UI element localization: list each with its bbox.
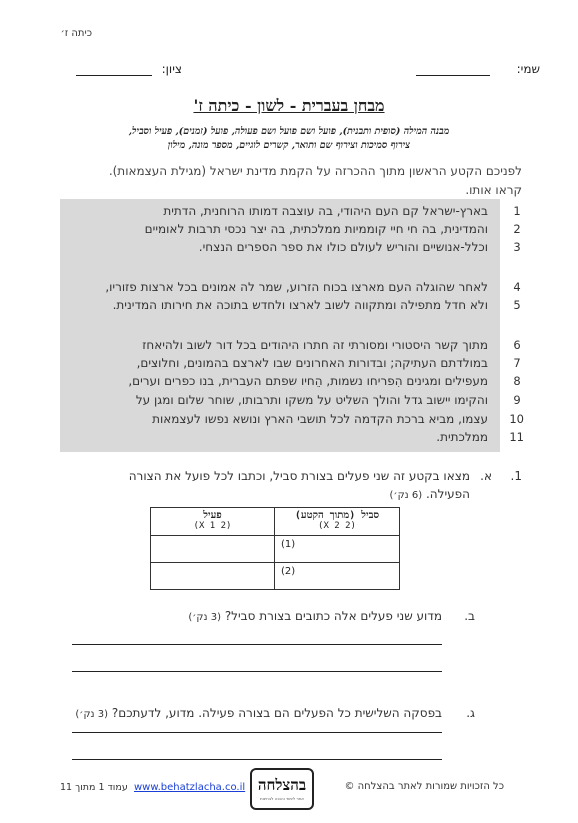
name-label: שמי:	[516, 62, 540, 76]
question-number: 1.	[510, 469, 522, 483]
site-link[interactable]: www.behatzlacha.co.il	[134, 782, 246, 793]
intro-instruction: קראו אותו.	[465, 183, 522, 197]
grade-label: ציון:	[161, 62, 182, 76]
question-a-text: מצאו בקטע זה שני פעלים בצורת סביל, וכתבו לכל פועל את הצורה	[128, 469, 470, 483]
line-number: 10	[509, 412, 524, 426]
passage-line: והמדינית, בה חי חיי קוממיות ממלכתית, בה יצר נכסי תרבות לאומיים	[144, 222, 488, 236]
question-b-text: מדוע שני פעלים אלה כתובים בצורת סביל? (3 נק׳)	[188, 609, 442, 623]
answer-cell-active-2[interactable]	[151, 563, 275, 590]
line-number: 2	[513, 222, 521, 236]
passage-line: מעפילים ומגינים הִפריחו נשמות, הֵחיו שפתם העברית, בנו כפרים וערים,	[128, 374, 488, 388]
passage-line: במולדתם העתיקה; ובדורות האחרונים שבו לארצם בהמונים, וחלוצים,	[136, 356, 488, 370]
sub-question-letter: ב.	[464, 609, 475, 623]
copyright-notice: כל הזכויות שמורות לאתר בהצלחה ©	[344, 781, 504, 792]
line-number: 9	[513, 393, 521, 407]
line-number: 7	[513, 356, 521, 370]
line-number: 8	[513, 374, 521, 388]
name-field-line[interactable]	[416, 75, 490, 76]
table-header-passive: סביל (מתוך הקטע) (2 X 2)	[275, 508, 400, 536]
sub-question-letter: ג.	[466, 706, 475, 720]
answer-cell-active-1[interactable]	[151, 536, 275, 563]
page-number: עמוד 1 מתוך 11	[60, 782, 128, 793]
question-c-text: בפסקה השלישית כל הפעלים הם בצורה פעילה. מדוע, לדעתכם? (3 נק׳)	[75, 706, 442, 720]
page-title: מבחן בעברית - לשון - כיתה ז'	[193, 96, 385, 115]
question-a-text-cont: הפעילה. (6 נק׳)	[389, 487, 470, 501]
passage-line: עצמו, מביא ברכת הקדמה לכל תושבי הארץ ונושא נפשו לעצמאות	[152, 412, 488, 426]
answer-line[interactable]	[72, 644, 442, 645]
passage-line: ולא חדל מתפילה ומתקווה לשוב לארצו ולחדש בתוכה את חירותו המדינית.	[112, 298, 488, 312]
answer-table	[150, 507, 400, 590]
class-label: כיתה ז׳	[60, 28, 92, 39]
site-logo: בהצלחה אתר לימוד והכנה לבחינות	[250, 768, 314, 810]
passage-line: והקימו יישוב גדל והולך השליט על משקו ותרבותו, שוחר שלום ומגן על	[135, 393, 488, 407]
question-b-points: (3 נק׳)	[188, 612, 221, 623]
line-number: 5	[513, 298, 521, 312]
line-number: 6	[513, 338, 521, 352]
answer-cell-passive-1[interactable]: (1)	[275, 536, 400, 563]
answer-line[interactable]	[72, 671, 442, 672]
grade-field-line[interactable]	[76, 75, 152, 76]
passage-line: לאחר שהוגלה העם מארצו בכוח הזרוע, שמר לה אמונים בכל ארצות פזוריו,	[105, 280, 488, 294]
question-c-points: (3 נק׳)	[75, 709, 109, 720]
line-number: 1	[513, 204, 521, 218]
answer-line[interactable]	[72, 759, 442, 760]
line-number: 11	[509, 430, 524, 444]
intro-text: לפניכם הקטע הראשון מתוך ההכרזה על הקמת מדינת ישראל (מגילת העצמאות).	[108, 164, 522, 178]
passage-line: מתוך קשר היסטורי ומסורתי זה חתרו היהודים בכל דור לשוב ולהיאחז	[142, 338, 488, 352]
table-header-active: פעיל (2 X 1)	[151, 508, 275, 536]
table-row	[151, 536, 400, 563]
answer-line[interactable]	[72, 732, 442, 733]
sub-question-letter: א.	[480, 469, 492, 483]
passage-line: וכלל-אנושיים והוריש לעולם כולו את ספר הספרים הנצחי.	[198, 240, 488, 254]
table-row	[151, 563, 400, 590]
topics-line-1: מבנה המילה (סופית ותבנית), פועל ושם פועל ושם פעולה, פועל (זמנים), פעיל וסביל,	[128, 126, 450, 137]
question-a-points: (6 נק׳)	[389, 490, 423, 501]
answer-cell-passive-2[interactable]: (2)	[275, 563, 400, 590]
passage-line: ממלכתית.	[436, 430, 488, 444]
line-number: 4	[513, 280, 521, 294]
line-number: 3	[513, 240, 521, 254]
passage-line: בארץ-ישראל קם העם היהודי, בה עוצבה דמותו הרוחנית, הדתית	[163, 204, 488, 218]
topics-line-2: צירוף סמיכות וצירוף שם ותואר, קשרים לוגיים, מספר מונה, מילון	[167, 140, 411, 151]
